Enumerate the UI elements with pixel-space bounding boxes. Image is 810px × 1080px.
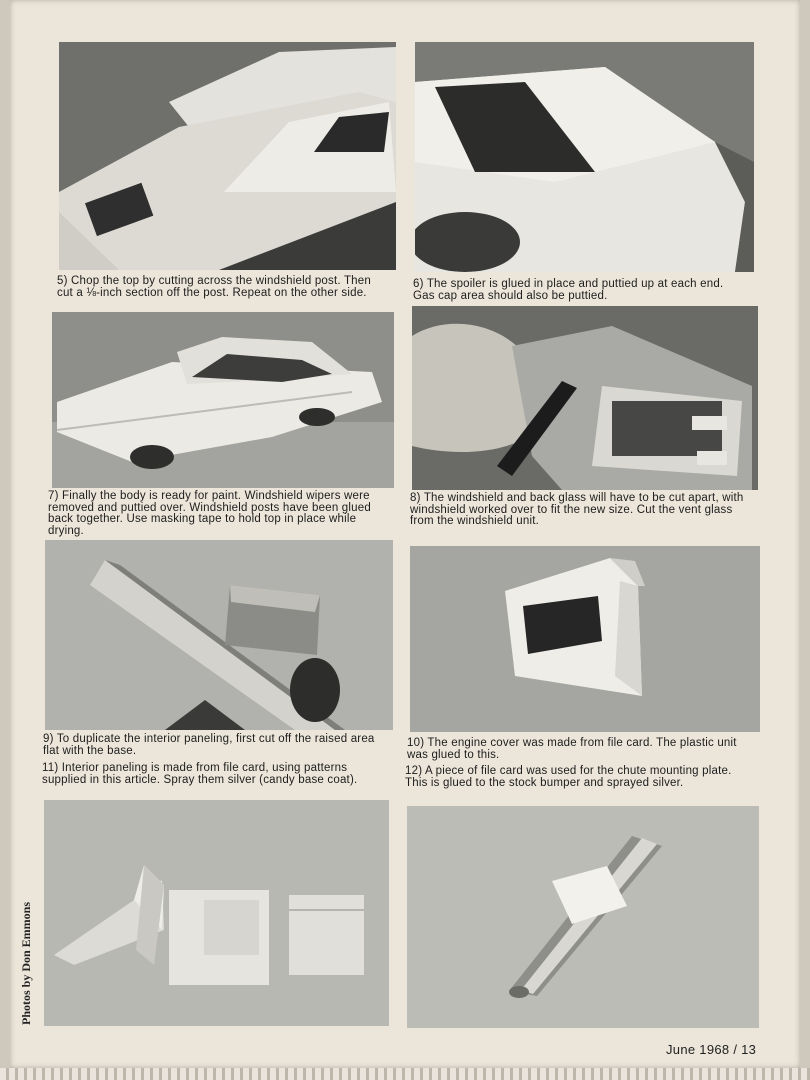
caption-10: 10) The engine cover was made from file card. The plastic unit was glued to this. xyxy=(407,737,737,761)
caption-8: 8) The windshield and back glass will have to be cut apart, with windshield worked over to fit the new size. Cut the vent glass from the windshield unit. xyxy=(410,492,744,527)
photo-10-engine-cover xyxy=(410,546,760,732)
page-footer: June 1968 / 13 xyxy=(666,1042,757,1057)
photo-credit: Photos by Don Emmons xyxy=(19,901,33,1025)
photo-11-paneling-patterns xyxy=(44,800,389,1026)
photo-12-chute-mounting-plate xyxy=(407,806,759,1028)
caption-7: 7) Finally the body is ready for paint. Windshield wipers were removed and puttied over. Windshield posts have been glued back together. Use masking tape to hold top in place while drying. xyxy=(48,490,371,537)
photo-5-chopped-top xyxy=(59,42,396,270)
photo-8-windshield xyxy=(412,306,758,490)
photo-6-spoiler xyxy=(415,42,754,272)
photo-9-interior-paneling xyxy=(45,540,393,730)
caption-11: 11) Interior paneling is made from file card, using patterns supplied in this article. Spray them silver (candy base coat). xyxy=(42,762,358,786)
photo-7-body-ready xyxy=(52,312,394,488)
caption-5: 5) Chop the top by cutting across the windshield post. Then cut a ⅛-inch section off the post. Repeat on the other side. xyxy=(57,275,371,299)
lace-tablecloth xyxy=(0,1068,810,1080)
caption-12: 12) A piece of file card was used for the chute mounting plate. This is glued to the stock bumper and sprayed silver. xyxy=(405,765,732,789)
caption-6: 6) The spoiler is glued in place and puttied up at each end. Gas cap area should also be puttied. xyxy=(413,278,724,302)
caption-9: 9) To duplicate the interior paneling, first cut off the raised area flat with the base. xyxy=(43,733,375,757)
